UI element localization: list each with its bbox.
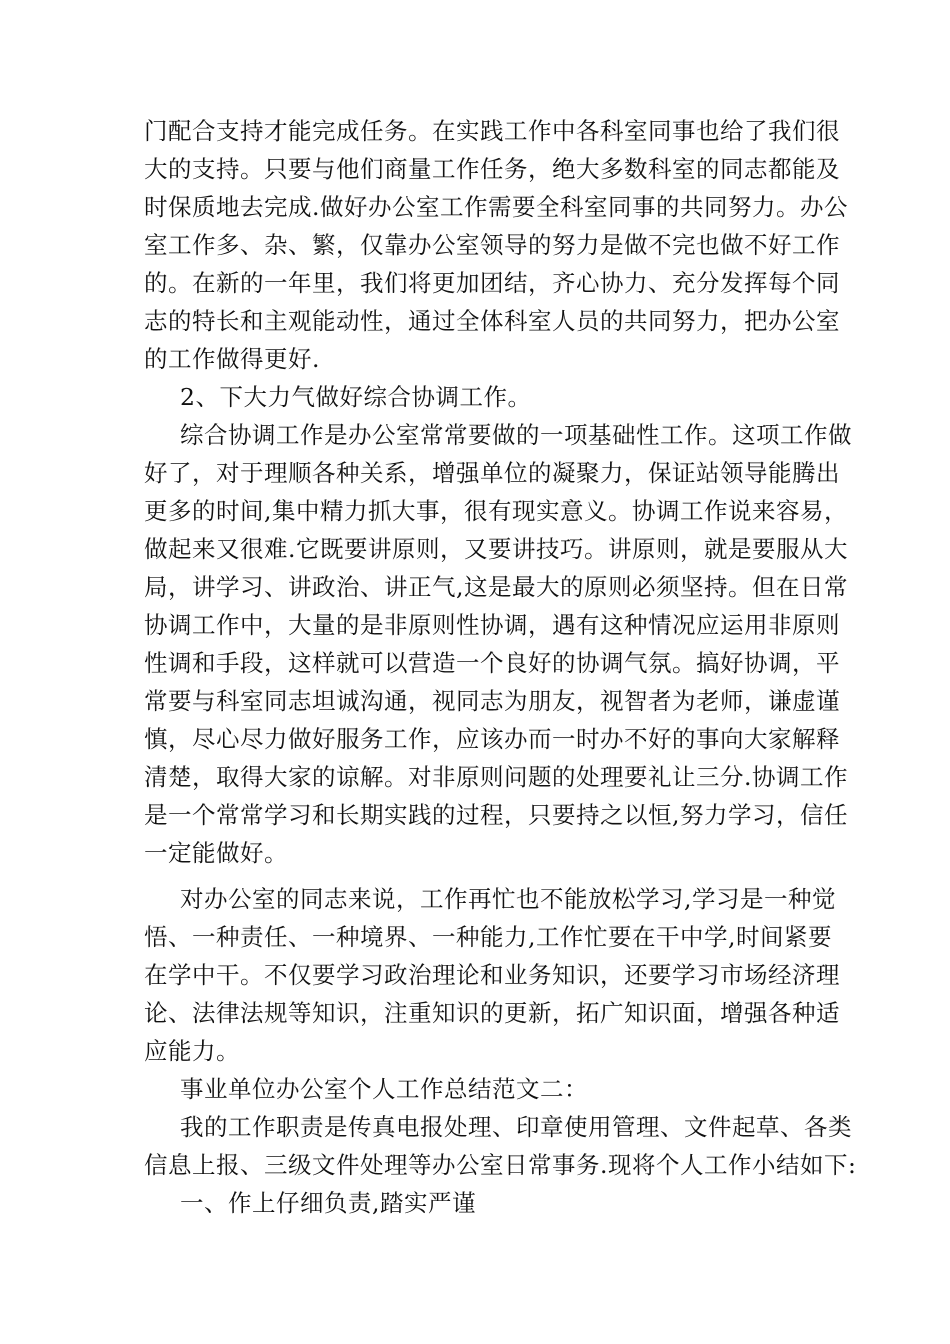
text-line: 的。在新的一年里，我们将更加团结，齐心协力、充分发挥每个同	[144, 269, 840, 297]
section-heading-careful-work	[144, 1184, 816, 1222]
text-line: 对办公室的同志来说，工作再忙也不能放松学习,学习是一种觉	[180, 885, 836, 913]
paragraph-coordination-work	[144, 416, 852, 872]
text-line: 一、作上仔细负责,踏实严谨	[180, 1189, 476, 1217]
paragraph-job-duties	[144, 1108, 857, 1184]
text-line: 悟、一种责任、一种境界、一种能力,工作忙要在干中学,时间紧要	[144, 923, 832, 951]
text-line: 时保质地去完成.做好办公室工作需要全科室同事的共同努力。办公	[144, 193, 848, 221]
text-line: 清楚，取得大家的谅解。对非原则问题的处理要礼让三分.协调工作	[144, 763, 848, 791]
text-line: 论、法律法规等知识，注重知识的更新，拓广知识面，增强各种适	[144, 999, 840, 1027]
text-line: 应能力。	[144, 1037, 240, 1065]
text-line: 常要与科室同志坦诚沟通，视同志为朋友，视智者为老师，谦虚谨	[144, 687, 840, 715]
text-line: 信息上报、三级文件处理等办公室日常事务.现将个人工作小结如下:	[144, 1151, 857, 1179]
text-line: 做起来又很难.它既要讲原则，又要讲技巧。讲原则，就是要服从大	[144, 535, 848, 563]
text-line: 事业单位办公室个人工作总结范文二：	[180, 1075, 588, 1103]
text-line: 在学中干。不仅要学习政治理论和业务知识，还要学习市场经济理	[144, 961, 840, 989]
text-line: 大的支持。只要与他们商量工作任务，绝大多数科室的同志都能及	[144, 155, 840, 183]
text-line: 门配合支持才能完成任务。在实践工作中各科室同事也给了我们很	[144, 117, 840, 145]
text-line: 更多的时间,集中精力抓大事，很有现实意义。协调工作说来容易，	[144, 497, 848, 525]
text-line: 一定能做好。	[144, 839, 288, 867]
text-line: 室工作多、杂、繁，仅靠办公室领导的努力是做不完也做不好工作	[144, 231, 840, 259]
text-line: 协调工作中，大量的是非原则性协调，遇有这种情况应运用非原则	[144, 611, 840, 639]
text-line: 是一个常常学习和长期实践的过程，只要持之以恒,努力学习，信任	[144, 801, 848, 829]
text-line: 志的特长和主观能动性，通过全体科室人员的共同努力，把办公室	[144, 307, 840, 335]
text-line: 2、下大力气做好综合协调工作。	[180, 383, 532, 411]
document-body	[144, 112, 857, 1222]
section-heading-sample-two	[144, 1070, 816, 1108]
text-line: 慎，尽心尽力做好服务工作，应该办而一时办不好的事向大家解释	[144, 725, 840, 753]
text-line: 好了，对于理顺各种关系，增强单位的凝聚力，保证站领导能腾出	[144, 459, 840, 487]
paragraph-learning	[144, 880, 840, 1070]
paragraph-team-cooperation	[144, 112, 848, 378]
section-heading-coordination	[144, 378, 816, 416]
text-line: 的工作做得更好.	[144, 345, 320, 373]
text-line: 性调和手段，这样就可以营造一个良好的协调气氛。搞好协调，平	[144, 649, 840, 677]
text-line: 我的工作职责是传真电报处理、印章使用管理、文件起草、各类	[180, 1113, 852, 1141]
text-line: 综合协调工作是办公室常常要做的一项基础性工作。这项工作做	[180, 421, 852, 449]
text-line: 局，讲学习、讲政治、讲正气,这是最大的原则必须坚持。但在日常	[144, 573, 848, 601]
